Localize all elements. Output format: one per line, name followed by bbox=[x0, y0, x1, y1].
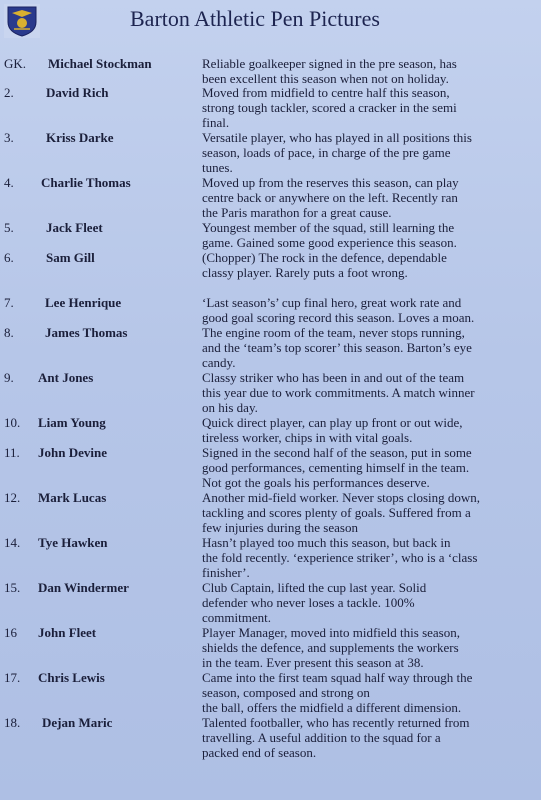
description-line: Moved up from the reserves this season, can play bbox=[202, 175, 459, 190]
player-description bbox=[202, 175, 536, 220]
page-title: Barton Athletic Pen Pictures bbox=[130, 6, 380, 31]
description-line: tackling and scores plenty of goals. Suffered from a bbox=[202, 505, 471, 520]
description-line: this year due to work commitments. A match winner bbox=[202, 385, 475, 400]
player-name: Jack Fleet bbox=[46, 220, 103, 235]
description-line: on his day. bbox=[202, 400, 258, 415]
player-number: 17. bbox=[4, 670, 21, 685]
player-name: Chris Lewis bbox=[38, 670, 105, 685]
description-line: commitment. bbox=[202, 610, 271, 625]
player-number: 8. bbox=[4, 325, 14, 340]
description-line: candy. bbox=[202, 355, 236, 370]
player-number: 10. bbox=[4, 415, 21, 430]
player-description bbox=[202, 625, 536, 670]
player-name: David Rich bbox=[46, 85, 109, 100]
description-line: Player Manager, moved into midfield this season, bbox=[202, 625, 460, 640]
player-name: Michael Stockman bbox=[48, 56, 152, 71]
description-line: season, loads of pace, in charge of the pre game bbox=[202, 145, 451, 160]
description-line: The engine room of the team, never stops running, bbox=[202, 325, 465, 340]
description-line: centre back or anywhere on the left. Recently ran bbox=[202, 190, 458, 205]
description-line: packed end of season. bbox=[202, 745, 317, 760]
description-line: finisher’. bbox=[202, 565, 250, 580]
description-line: the fold recently. ‘experience striker’, who is a ‘class bbox=[202, 550, 478, 565]
description-line: tunes. bbox=[202, 160, 233, 175]
player-description bbox=[202, 580, 536, 625]
club-crest-icon bbox=[4, 4, 40, 38]
player-name: James Thomas bbox=[45, 325, 128, 340]
description-line: Talented footballer, who has recently returned from bbox=[202, 715, 470, 730]
player-name: Ant Jones bbox=[38, 370, 94, 385]
player-description bbox=[202, 56, 536, 86]
player-name: Kriss Darke bbox=[46, 130, 114, 145]
player-name: Tye Hawken bbox=[38, 535, 108, 550]
player-name: John Fleet bbox=[38, 625, 97, 640]
description-line: and the ‘team’s top scorer’ this season. Barton’s eye bbox=[202, 340, 472, 355]
player-number: 4. bbox=[4, 175, 14, 190]
description-line: the ball, offers the midfield a different dimension. bbox=[202, 700, 462, 715]
player-name: Dan Windermer bbox=[38, 580, 129, 595]
player-name: Dejan Maric bbox=[42, 715, 113, 730]
player-description bbox=[202, 715, 536, 760]
description-line: Not got the goals his performances deserve. bbox=[202, 475, 430, 490]
player-name: John Devine bbox=[38, 445, 107, 460]
description-line: ‘Last season’s’ cup final hero, great work rate and bbox=[202, 295, 462, 310]
player-description bbox=[202, 295, 536, 325]
description-line: Moved from midfield to centre half this season, bbox=[202, 85, 450, 100]
player-name: Sam Gill bbox=[46, 250, 95, 265]
description-line: classy player. Rarely puts a foot wrong. bbox=[202, 265, 408, 280]
description-line: game. Gained some good experience this season. bbox=[202, 235, 457, 250]
description-line: travelling. A useful addition to the squad for a bbox=[202, 730, 441, 745]
player-description bbox=[202, 250, 536, 280]
player-number: 18. bbox=[4, 715, 21, 730]
player-description bbox=[202, 85, 536, 130]
player-number: 3. bbox=[4, 130, 14, 145]
player-number: 11. bbox=[4, 445, 20, 460]
description-line: few injuries during the season bbox=[202, 520, 358, 535]
player-name: Liam Young bbox=[38, 415, 106, 430]
description-line: in the team. Ever present this season at 38. bbox=[202, 655, 424, 670]
player-number: 7. bbox=[4, 295, 14, 310]
description-line: Reliable goalkeeper signed in the pre season, has bbox=[202, 56, 457, 71]
description-line: shields the defence, and supplements the workers bbox=[202, 640, 459, 655]
description-line: strong tough tackler, scored a cracker in the semi bbox=[202, 100, 457, 115]
description-line: been excellent this season when not on holiday. bbox=[202, 71, 449, 86]
description-line: Signed in the second half of the season, put in some bbox=[202, 445, 472, 460]
description-line: defender who never loses a tackle. 100% bbox=[202, 595, 415, 610]
description-line: good goal scoring record this season. Loves a moan. bbox=[202, 310, 475, 325]
player-name: Mark Lucas bbox=[38, 490, 107, 505]
player-description bbox=[202, 445, 536, 490]
player-number: 6. bbox=[4, 250, 14, 265]
description-line: Came into the first team squad half way through the bbox=[202, 670, 473, 685]
player-description bbox=[202, 220, 536, 250]
player-number: 5. bbox=[4, 220, 14, 235]
description-line: Hasn’t played too much this season, but back in bbox=[202, 535, 451, 550]
description-line: Club Captain, lifted the cup last year. Solid bbox=[202, 580, 427, 595]
player-number: GK. bbox=[4, 56, 27, 71]
player-number: 16 bbox=[4, 625, 17, 640]
player-description bbox=[202, 535, 536, 580]
description-line: Another mid-field worker. Never stops closing down, bbox=[202, 490, 481, 505]
player-description bbox=[202, 370, 536, 415]
description-line: season, composed and strong on bbox=[202, 685, 370, 700]
player-description bbox=[202, 325, 536, 370]
description-line: final. bbox=[202, 115, 230, 130]
description-line: Classy striker who has been in and out of the team bbox=[202, 370, 465, 385]
description-line: Versatile player, who has played in all positions this bbox=[202, 130, 472, 145]
player-number: 2. bbox=[4, 85, 14, 100]
player-number: 14. bbox=[4, 535, 21, 550]
player-description bbox=[202, 415, 536, 445]
description-line: tireless worker, chips in with vital goals. bbox=[202, 430, 413, 445]
player-name: Lee Henrique bbox=[45, 295, 122, 310]
player-number: 9. bbox=[4, 370, 14, 385]
player-number: 12. bbox=[4, 490, 21, 505]
player-name: Charlie Thomas bbox=[41, 175, 131, 190]
description-line: (Chopper) The rock in the defence, dependable bbox=[202, 250, 447, 265]
description-line: Youngest member of the squad, still learning the bbox=[202, 220, 455, 235]
description-line: the Paris marathon for a great cause. bbox=[202, 205, 392, 220]
player-description bbox=[202, 130, 536, 175]
description-line: Quick direct player, can play up front or out wide, bbox=[202, 415, 463, 430]
description-line: good performances, cementing himself in the team. bbox=[202, 460, 470, 475]
player-description bbox=[202, 670, 536, 715]
player-number: 15. bbox=[4, 580, 21, 595]
player-description bbox=[202, 490, 536, 535]
